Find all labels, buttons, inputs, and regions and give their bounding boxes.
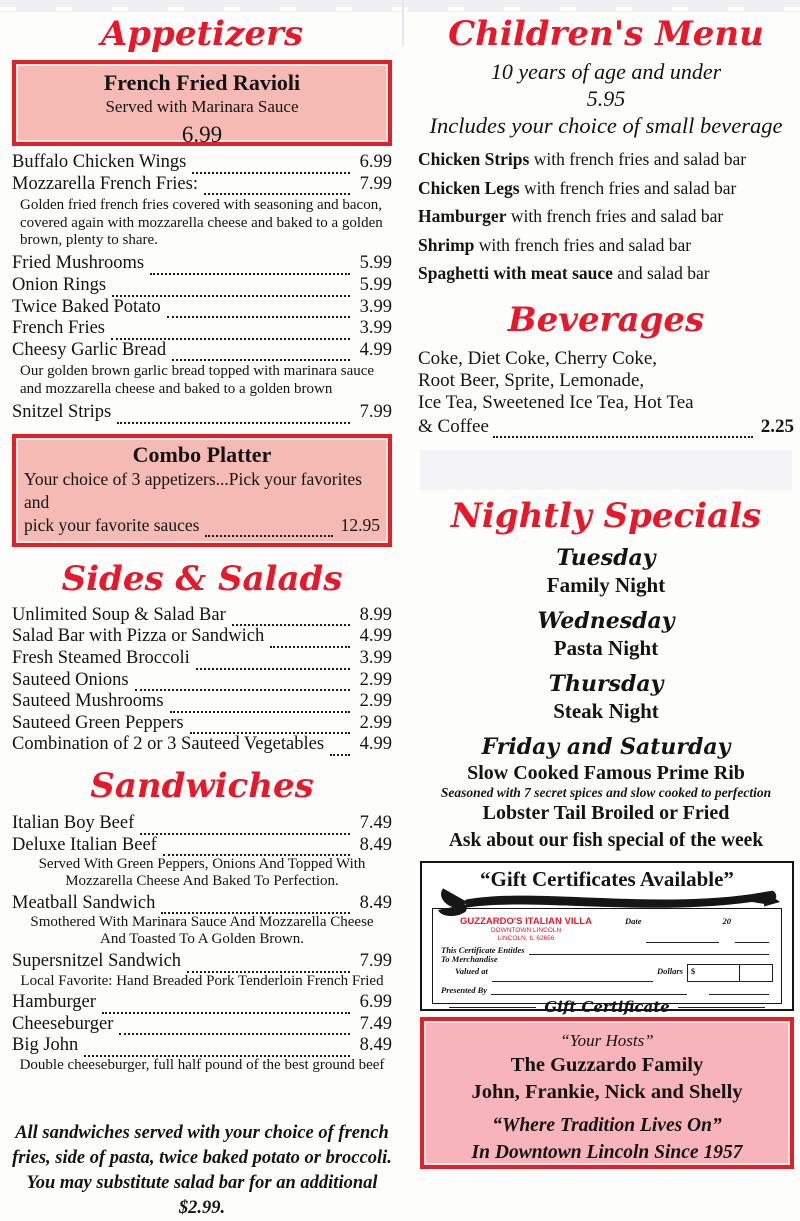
item-price: 3.99 [359,318,392,339]
cents-cell [740,965,772,981]
item-name: Sauteed Onions [12,669,129,690]
dot-leader [102,1008,350,1014]
menu-item [12,253,392,275]
menu-item [12,1014,392,1036]
ravioli-title: French Fried Ravioli [103,70,301,95]
presented-line [491,985,687,995]
dollar-amount-box [687,964,773,982]
item-price: 2.99 [359,691,392,712]
menu-item [12,275,392,297]
date-label: Date [625,915,642,926]
menu-item [12,951,392,973]
item-name: Meatball Sandwich [12,892,156,913]
year-line [735,933,769,943]
item-name: French Fries [12,318,105,339]
menu-item [12,893,392,915]
special-name: Steak Night [553,698,659,723]
left-rule [449,1006,536,1008]
item-name: Fresh Steamed Broccoli [12,647,190,668]
special-name: Family Night [546,572,666,597]
children-item-name: Chicken Strips [418,149,530,169]
item-name: Unlimited Soup & Salad Bar [12,604,226,625]
children-item-name: Shrimp [418,234,475,255]
weekend-line3: Ask about our fish special of the week [448,829,764,851]
item-price: 2.99 [359,712,392,733]
valued-label: Valued at [455,965,488,976]
menu-item [12,813,392,835]
hosts-tagline2: In Downtown Lincoln Since 1957 [471,1141,743,1163]
menu-item [12,691,392,713]
item-price: 7.99 [359,173,392,194]
appetizers-title: Appetizers [100,14,304,54]
item-price: 3.99 [359,647,392,668]
dot-leader [167,312,350,318]
menu-item [12,318,392,340]
item-name: Twice Baked Potato [12,296,161,317]
beverage-price: 2.25 [760,415,794,437]
item-description: Served With Green Peppers, Onions And Topped With Mozzarella Cheese And Baked To Perfection. [38,856,366,889]
business-name: GUZZARDO'S ITALIAN VILLA [460,915,592,927]
beverages-title: Beverages [507,299,705,340]
dot-leader [170,707,350,713]
combo-price: 12.95 [340,514,380,535]
combo-line2 [24,514,380,537]
menu-item [12,1035,392,1057]
item-name: Cheesy Garlic Bread [12,339,167,360]
sides-salads-title: Sides & Salads [61,558,343,599]
item-price: 4.99 [359,734,392,755]
scan-gray-band [420,450,792,490]
children-item-name: Hamburger [418,206,507,226]
appetizer-items [12,152,392,424]
children-item [418,259,794,288]
menu-item [12,648,392,670]
certificate-script-title: Gift Certificate [544,997,670,1016]
right-column [402,0,800,1221]
children-age-line: 10 years of age and under [490,59,722,84]
featured-ravioli-box [12,60,392,146]
dot-leader [117,418,349,424]
children-item [418,174,794,203]
special-day: Thursday [548,670,664,697]
weekend-headline: Slow Cooked Famous Prime Rib [467,761,745,784]
sides-items [12,605,392,756]
item-price: 6.99 [359,152,392,172]
dot-leader [204,189,350,195]
business-address2: LINCOLN, IL 62656 [497,934,555,942]
item-price: 8.49 [359,892,392,913]
children-item [418,145,794,174]
dollar-sign: $ [688,965,740,981]
presented-label: Presented By [441,984,488,995]
item-price: 3.99 [359,296,392,317]
item-price: 8.49 [359,1035,392,1056]
item-name: Hamburger [12,992,96,1013]
presented-line2 [709,985,769,995]
menu-item [12,174,392,196]
merchandise-label: To Merchandise [441,953,498,964]
menu-item [12,605,392,627]
dot-leader [150,269,350,275]
gift-certificate-header: “Gift Certificates Available” [480,866,734,891]
item-price: 2.99 [359,669,392,690]
ravioli-subtitle: Served with Marinara Sauce [105,97,299,116]
right-rule [678,1006,765,1008]
dot-leader [187,967,350,973]
merchandise-row [441,955,773,982]
dot-leader [493,432,753,438]
beverage-name: & Coffee [418,415,489,437]
item-price: 5.99 [359,253,392,274]
item-price: 4.99 [359,339,392,360]
item-name: Big John [12,1035,79,1056]
menu-item [12,340,392,362]
dot-leader [119,1029,349,1035]
dot-leader [270,642,349,648]
menu-item [12,835,392,857]
item-price: 6.99 [359,992,392,1013]
menu-item [12,152,392,174]
sandwich-items [12,813,392,1077]
nightly-specials-list [418,544,794,855]
special-name: Pasta Night [553,635,659,660]
dot-leader [192,168,349,174]
item-price: 7.99 [359,402,392,423]
item-price: 7.49 [359,812,392,833]
valued-line [492,972,653,982]
children-item [418,202,794,231]
date-line [646,933,719,943]
item-description: Smothered With Marinara Sauce And Mozzarella Cheese And Toasted To A Golden Brown. [30,914,374,948]
entitles-label: This Certificate Entitles [441,944,525,955]
menu-item [12,297,392,319]
item-price: 7.49 [359,1013,392,1034]
beverage-line: Ice Tea, Sweetened Ice Tea, Hot Tea [418,392,694,414]
menu-item [12,626,392,648]
item-price: 4.99 [359,626,392,647]
combo-line1: Your choice of 3 appetizers...Pick your favorites and [24,468,362,512]
dot-leader [172,355,350,361]
weekend-line2: Lobster Tail Broiled or Fried [482,801,730,824]
item-name: Sauteed Mushrooms [12,691,164,712]
beverage-line: Coke, Diet Coke, Cherry Coke, [418,347,658,369]
year-prefix: 20 [722,915,731,926]
item-name: Cheeseburger [12,1013,114,1034]
hosts-tagline1: “Where Tradition Lives On” [492,1114,722,1136]
dot-leader [140,829,349,835]
sandwiches-title: Sandwiches [90,765,314,806]
item-description: Local Favorite: Hand Breaded Pork Tenderloin French Fried [20,972,384,989]
dollars-label: Dollars [657,965,683,976]
hosts-family: The Guzzardo Family [510,1053,704,1076]
combo-platter-box [12,434,392,547]
gift-certificate-box [420,861,794,1016]
menu-item [12,670,392,692]
item-description: Our golden brown garlic bread topped with marinara sauce and mozzarella cheese and baked to a golden brown [20,363,375,397]
children-item-rest: with french fries and salad bar [474,234,692,255]
weekend-note: Seasoned with 7 secret spices and slow cooked to perfection [440,784,772,800]
item-name: Fried Mushrooms [12,253,145,274]
children-item-rest: with french fries and salad bar [529,149,747,169]
item-price: 7.99 [359,950,392,971]
children-item-rest: with french fries and salad bar [519,177,737,198]
item-name: Supersnitzel Sandwich [12,950,182,971]
item-price: 8.49 [359,834,392,855]
combo-text: pick your favorite sauces [24,514,200,535]
item-price: 5.99 [359,275,392,295]
children-item-name: Chicken Legs [418,177,520,198]
children-includes-line: Includes your choice of small beverage [429,113,783,138]
dot-leader [330,750,350,756]
children-items [418,145,794,288]
item-description: Double cheeseburger, full half pound of the best ground beef [19,1057,385,1074]
item-name: Sauteed Green Peppers [12,712,184,733]
hosts-box [420,1017,794,1169]
hosts-quote: “Your Hosts” [560,1030,654,1050]
children-item [418,231,794,260]
dot-leader [205,531,332,537]
ravioli-price: 6.99 [181,122,223,147]
item-name: Onion Rings [12,275,107,295]
children-item-rest: and salad bar [612,263,710,283]
item-description: Golden fried french fries covered with seasoning and bacon, covered again with mozzarella cheese and baked to a golden brown, plenty to share. [20,197,383,248]
menu-item [12,713,392,735]
dot-leader [196,664,350,670]
certificate-script-title-row [441,998,773,1016]
special-day: Tuesday [556,544,656,571]
hosts-names: John, Frankie, Nick and Shelly [471,1080,743,1103]
childrens-menu-title: Children's Menu [448,14,764,54]
item-name: Salad Bar with Pizza or Sandwich [12,626,265,647]
special-day: Wednesday [537,607,675,634]
dot-leader [135,685,350,691]
item-name: Buffalo Chicken Wings [12,152,187,172]
item-name: Combination of 2 or 3 Sauteed Vegetables [12,734,325,755]
business-address1: DOWNTOWN LINCOLN [490,926,562,934]
nightly-specials-title: Nightly Specials [450,495,762,536]
certificate-business-block [441,916,611,943]
item-name: Snitzel Strips [12,402,112,423]
beverage-price-line [418,415,794,438]
sandwich-footer-note: All sandwiches served with your choice of french fries, side of pasta, twice baked potato or broccoli. You may substitute salad bar for an additional $2.99. [12,1122,392,1218]
item-name: Italian Boy Beef [12,812,135,833]
beverage-line: Root Beer, Sprite, Lemonade, [418,369,645,391]
entitles-line [529,945,769,955]
special-day: Friday and Saturday [481,733,731,760]
children-item-rest: with french fries and salad bar [506,206,724,226]
menu-item [12,992,392,1014]
gift-certificate-form [432,908,782,1016]
item-name: Deluxe Italian Beef [12,834,157,855]
menu-item [12,734,392,756]
children-item-name: Spaghetti with meat sauce [418,263,613,283]
item-name: Mozzarella French Fries: [12,173,198,194]
children-price: 5.95 [586,86,626,111]
menu-item [12,402,392,424]
item-price: 8.99 [359,604,392,625]
combo-title: Combo Platter [132,441,272,467]
